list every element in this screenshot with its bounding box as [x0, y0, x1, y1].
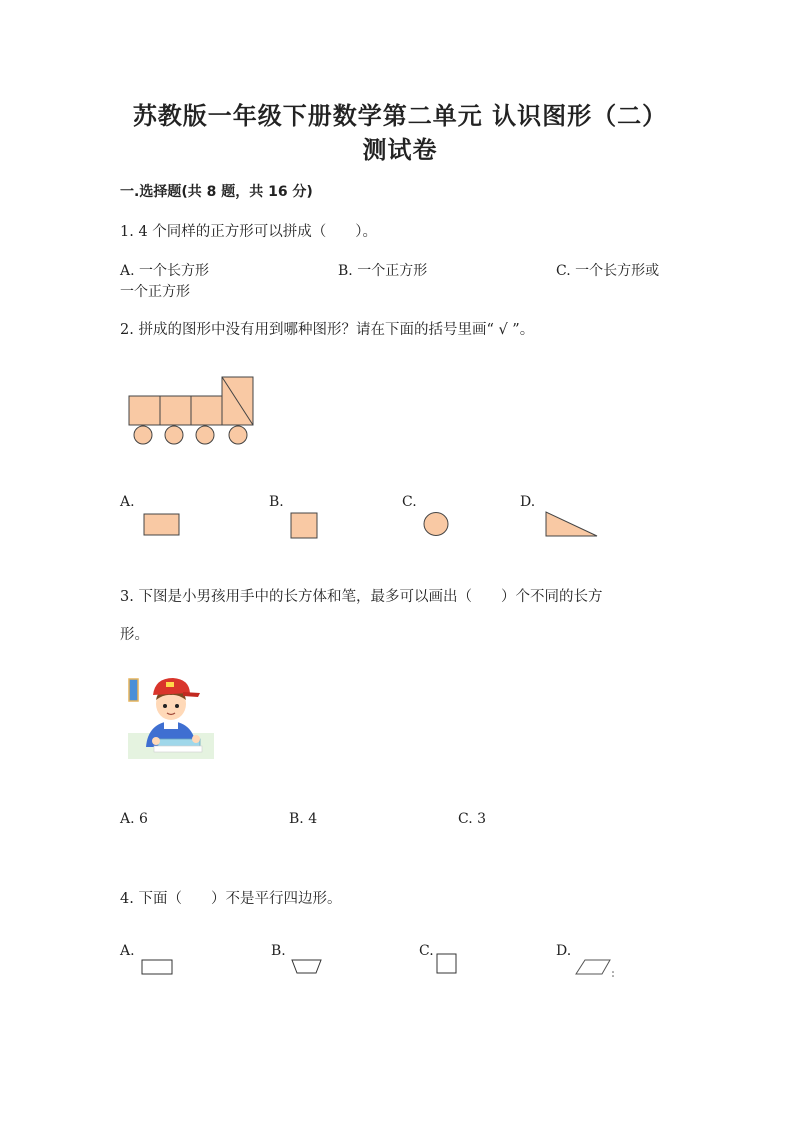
section-heading: 一.选择题(共 8 题，共 16 分) [120, 184, 313, 200]
question-3-text: 3. 下图是小男孩用手中的长方体和笔，最多可以画出（ ）个不同的长方 [120, 589, 603, 605]
parallelogram-outline-icon [574, 958, 618, 982]
q3-option-b[interactable]: B. 4 [289, 811, 318, 827]
q4-option-b[interactable]: B. [271, 943, 286, 959]
square-outline-icon [435, 952, 459, 976]
page-subtitle: 测试卷 [362, 135, 438, 164]
q1-option-c-continued: 一个正方形 [120, 284, 190, 300]
q1-option-b[interactable]: B. 一个正方形 [338, 263, 428, 279]
question-2-text: 2. 拼成的图形中没有用到哪种图形？请在下面的括号里画“ √ ”。 [120, 322, 535, 338]
page-title: 苏教版一年级下册数学第二单元 认识图形（二） [132, 101, 668, 130]
triangle-shape-icon [544, 511, 600, 539]
trapezoid-outline-icon [290, 958, 324, 976]
square-shape-icon [290, 512, 320, 540]
q2-option-a[interactable]: A. [120, 494, 135, 510]
q2-option-d[interactable]: D. [520, 494, 536, 510]
q4-option-d[interactable]: D. [556, 943, 572, 959]
q3-option-a[interactable]: A. 6 [120, 811, 148, 827]
truck-figure [126, 374, 258, 446]
q4-option-c[interactable]: C. [419, 943, 434, 959]
circle-shape-icon [423, 512, 451, 538]
question-4-text: 4. 下面（ ）不是平行四边形。 [120, 891, 342, 907]
q1-option-a[interactable]: A. 一个长方形 [120, 263, 210, 279]
q3-option-c[interactable]: C. 3 [458, 811, 487, 827]
rectangle-shape-icon [143, 513, 181, 537]
q1-option-c[interactable]: C. 一个长方形或 [556, 263, 660, 279]
q4-option-a[interactable]: A. [120, 943, 135, 959]
question-1-text: 1. 4 个同样的正方形可以拼成（ ）。 [120, 224, 378, 240]
question-3-text-continued: 形。 [120, 627, 149, 643]
q2-option-b[interactable]: B. [269, 494, 284, 510]
boy-drawing-illustration [128, 673, 214, 759]
q2-option-c[interactable]: C. [402, 494, 417, 510]
rectangle-outline-icon [141, 958, 175, 976]
